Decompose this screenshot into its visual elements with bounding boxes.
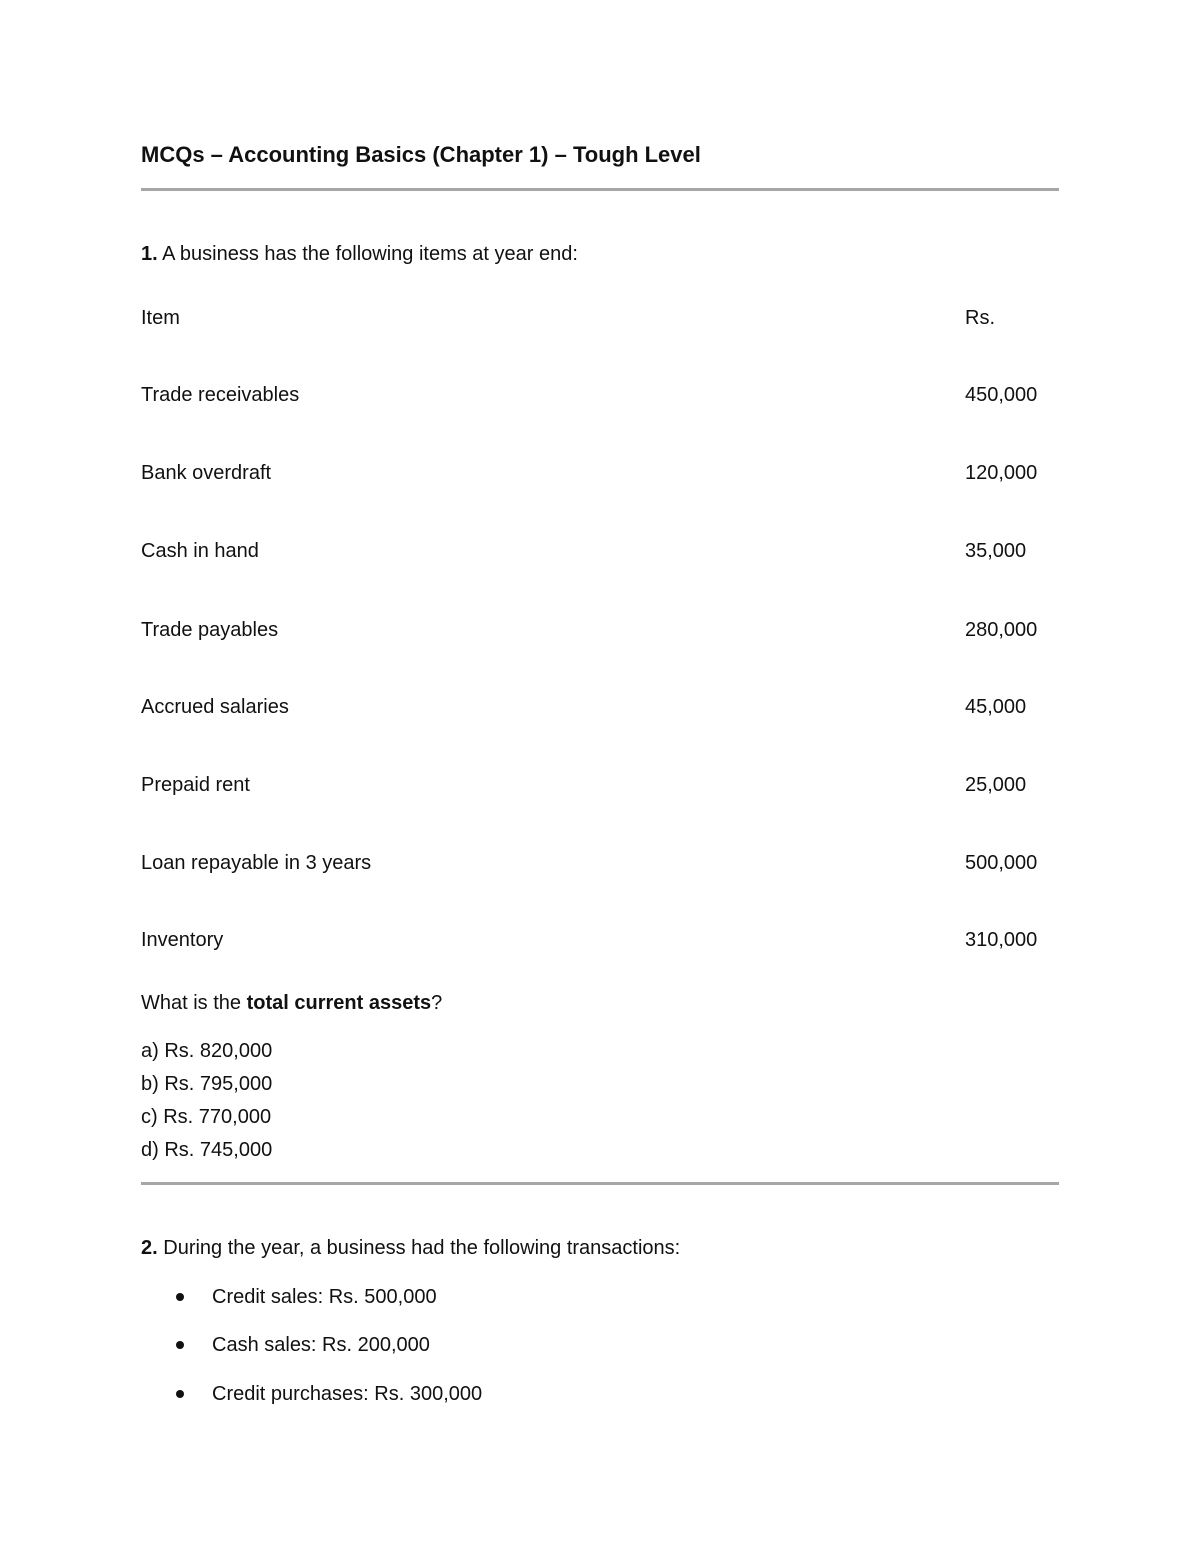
document-title: MCQs – Accounting Basics (Chapter 1) – Tough Level [141,142,701,167]
answer-option-b: b) Rs. 795,000 [141,1073,273,1095]
question-1-ask [141,991,442,1015]
question-number: 1. [141,243,158,265]
table-cell-item: Prepaid rent [141,774,250,796]
table-cell-amount: 310,000 [965,929,1038,951]
bullet-icon [176,1293,184,1301]
table-cell-amount: 45,000 [965,696,1027,718]
question-number: 2. [141,1237,158,1259]
table-cell-item: Cash in hand [141,540,259,562]
horizontal-rule [141,1182,1059,1185]
answer-option-d: d) Rs. 745,000 [141,1139,273,1161]
answer-option-a: a) Rs. 820,000 [141,1040,273,1062]
list-item: Credit sales: Rs. 500,000 [212,1286,437,1308]
table-cell-item: Bank overdraft [141,462,272,484]
table-cell-amount: 25,000 [965,774,1027,796]
question-ask-suffix: ? [431,992,443,1014]
table-header-amount: Rs. [965,307,995,329]
question-ask-emphasis: total current assets [246,992,432,1014]
list-item: Cash sales: Rs. 200,000 [212,1334,430,1356]
table-cell-amount: 450,000 [965,384,1038,406]
question-text: During the year, a business had the following transactions: [163,1237,681,1259]
table-cell-amount: 35,000 [965,540,1027,562]
table-cell-amount: 120,000 [965,462,1038,484]
question-text: A business has the following items at year end: [162,243,578,265]
question-ask-prefix: What is the [141,992,247,1014]
table-cell-item: Accrued salaries [141,696,289,718]
bullet-icon [176,1390,184,1398]
list-item: Credit purchases: Rs. 300,000 [212,1383,483,1405]
table-cell-amount: 500,000 [965,852,1038,874]
question-1-prompt [141,242,578,266]
table-cell-amount: 280,000 [965,619,1038,641]
table-cell-item: Trade receivables [141,384,300,406]
question-2-prompt [141,1236,680,1260]
horizontal-rule [141,188,1059,191]
table-cell-item: Inventory [141,929,224,951]
bullet-icon [176,1341,184,1349]
table-cell-item: Loan repayable in 3 years [141,852,372,874]
answer-option-c: c) Rs. 770,000 [141,1106,272,1128]
table-cell-item: Trade payables [141,619,279,641]
table-header-item: Item [141,307,180,329]
